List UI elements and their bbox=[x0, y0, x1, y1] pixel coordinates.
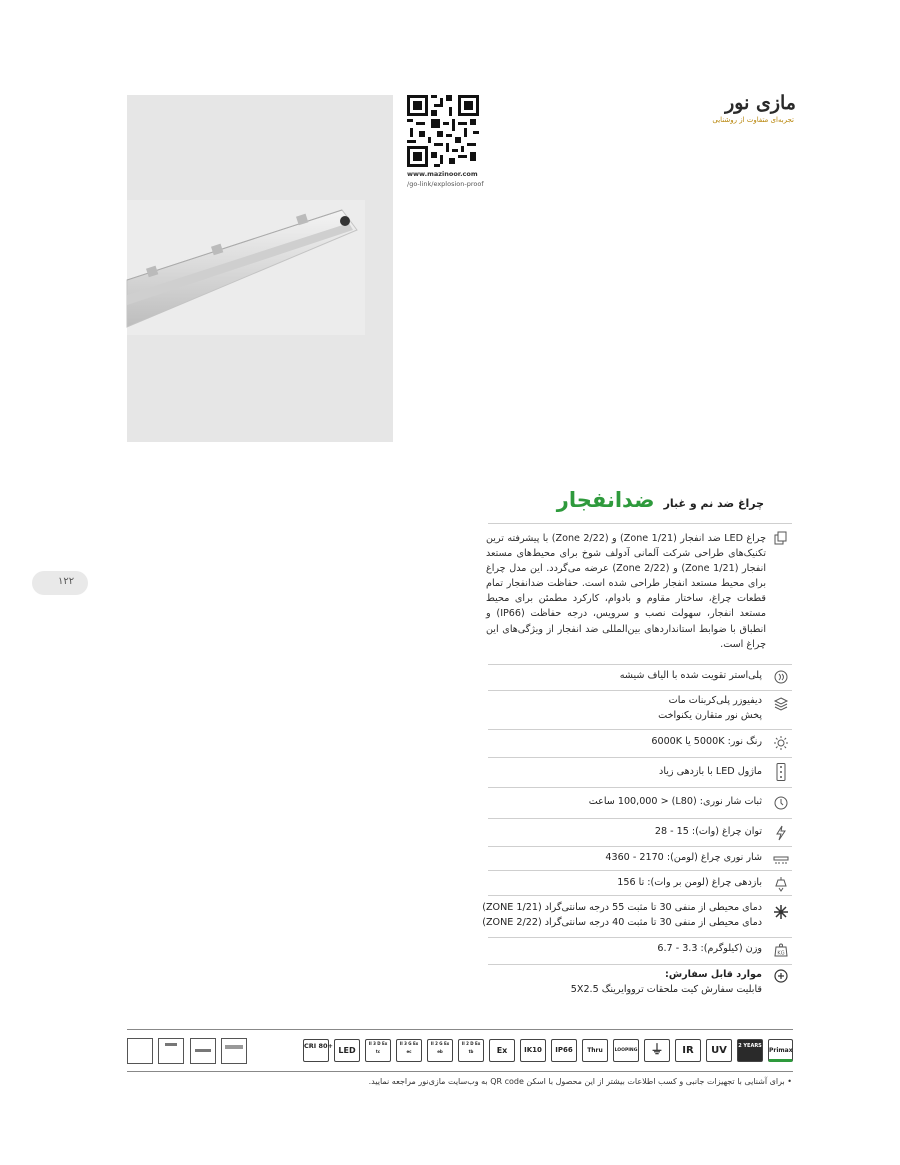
divider bbox=[488, 664, 792, 665]
ip66-badge: IP66 bbox=[551, 1039, 577, 1062]
atex-badge-2: II 2 G Ex eb bbox=[427, 1039, 453, 1062]
divider bbox=[488, 846, 792, 847]
feature-row bbox=[470, 825, 792, 845]
divider bbox=[488, 729, 792, 730]
mount-icon-3 bbox=[190, 1038, 216, 1064]
plus-circle-icon bbox=[774, 969, 788, 983]
led-badge: LED bbox=[334, 1039, 360, 1062]
svg-text:KG: KG bbox=[777, 950, 785, 957]
feature-text: موارد قابل سفارش: bbox=[665, 969, 762, 980]
mount-icon-4 bbox=[221, 1038, 247, 1064]
uv-badge: UV bbox=[706, 1039, 732, 1062]
efficacy-icon bbox=[774, 877, 788, 891]
divider bbox=[488, 757, 792, 758]
title-subtitle: چراغ ضد نم و غبار bbox=[663, 497, 764, 510]
feature-row bbox=[470, 942, 792, 962]
diffuser-layers-icon bbox=[774, 697, 788, 711]
feature-text: دمای محیطی از منفی 30 تا مثبت 40 درجه سانتی‌گراد (ZONE 2/22) bbox=[482, 917, 762, 928]
feature-text: دیفیوزر پلی‌کربنات مات bbox=[668, 695, 762, 706]
led-module-icon bbox=[774, 763, 788, 781]
thru-wiring-badge: Thru bbox=[582, 1039, 608, 1062]
divider bbox=[488, 895, 792, 896]
feature-text: پخش نور متقارن یکنواخت bbox=[658, 710, 762, 721]
feature-text: بازدهی چراغ (لومن بر وات): تا 156 bbox=[617, 877, 762, 888]
earth-ground-badge: ⏚ bbox=[644, 1039, 670, 1062]
brand-logo bbox=[712, 92, 796, 132]
feature-row bbox=[470, 764, 792, 786]
primax-badge: Primax bbox=[768, 1039, 793, 1062]
footnote: • برای آشنایی با تجهیزات جانبی و کسب اطلاعات بیشتر از این محصول با اسکن QR code به وب‌سایت مازی‌نور مراجعه نمایید. bbox=[368, 1077, 792, 1086]
product-luminaire-image bbox=[127, 95, 393, 442]
page-number-tab bbox=[32, 571, 88, 595]
mount-icon-1 bbox=[127, 1038, 153, 1064]
feature-text: قابلیت سفارش کیت ملحقات تروو‌ایرینگ 5X2.5 bbox=[570, 984, 762, 995]
snowflake-icon bbox=[774, 905, 788, 919]
divider bbox=[488, 870, 792, 871]
feature-row bbox=[470, 876, 792, 896]
atex-badge-3: II 3 G Ex ec bbox=[396, 1039, 422, 1062]
product-description: چراغ LED ضد انفجار (Zone 1/21) و (Zone 2/22) با پیشرفته ترین تکنیک‌های طراحی شرکت آلمانی آدولف شوخ برای محیط‌های مستعد انفجار (Zone 1/21) و (Zone 2/22) عرضه می‌گردد. این مدل چراغ برای محیط مستعد انفجار طراحی شده است. حفاظت ضدانفجار تمام قطعات چراغ، ساختار مقاوم و بادوام، کارکرد مطمئن برای محیط مستعد انفجار، سهولت نصب و سرویس، درجه حفاظت (IP66) و انطباق با ضوابط استانداردهای بین‌المللی ضد انفجار از ویژگی‌های این چراغ است. bbox=[486, 533, 767, 650]
ir-badge: IR bbox=[675, 1039, 701, 1062]
divider bbox=[488, 523, 792, 524]
feature-row bbox=[470, 694, 792, 728]
feature-text: رنگ نور: 5000K یا 6000K bbox=[651, 736, 762, 747]
brand-logo-text: مازی نور bbox=[725, 92, 796, 114]
feature-text: ماژول LED با بازدهی زیاد bbox=[659, 766, 762, 777]
luminous-flux-icon bbox=[774, 852, 788, 866]
feature-row bbox=[470, 968, 792, 1002]
product-photo bbox=[127, 95, 393, 442]
lifetime-clock-icon bbox=[774, 796, 788, 810]
sun-icon bbox=[774, 736, 788, 750]
page-number: ۱۲۲ bbox=[58, 576, 75, 587]
feature-text: شار نوری چراغ (لومن): 2170 - 4360 bbox=[605, 852, 762, 863]
divider bbox=[488, 690, 792, 691]
atex-badge-4: II 3 D Ex tc bbox=[365, 1039, 391, 1062]
divider bbox=[127, 1029, 793, 1030]
lightning-icon bbox=[774, 826, 788, 840]
ik10-badge: IK10 bbox=[520, 1039, 546, 1062]
cri-badge: CRI 80+ bbox=[303, 1039, 329, 1062]
feature-row bbox=[470, 851, 792, 871]
feature-row bbox=[470, 735, 792, 755]
qr-code[interactable] bbox=[407, 95, 479, 167]
ex-badge: Ex bbox=[489, 1039, 515, 1062]
feature-text: توان چراغ (وات): 15 - 28 bbox=[654, 826, 762, 837]
copy-doc-icon bbox=[774, 531, 788, 545]
certification-badges bbox=[127, 1036, 793, 1066]
feature-text: پلی‌استر تقویت شده با الیاف شیشه bbox=[619, 670, 762, 681]
divider bbox=[488, 818, 792, 819]
title-main: ضدانفجار bbox=[556, 488, 655, 512]
divider bbox=[488, 937, 792, 938]
warranty-badge: 2 YEARS bbox=[737, 1039, 763, 1062]
atex-badge-1: II 2 D Ex tb bbox=[458, 1039, 484, 1062]
feature-row bbox=[470, 669, 792, 689]
feature-row bbox=[470, 901, 792, 935]
mount-icon-2 bbox=[158, 1038, 184, 1064]
divider bbox=[488, 787, 792, 788]
fiberglass-icon bbox=[774, 670, 788, 684]
divider bbox=[488, 964, 792, 965]
feature-row bbox=[470, 795, 792, 815]
feature-text: وزن (کیلوگرم): 3.3 - 6.7 bbox=[657, 943, 762, 954]
brand-tagline: تجربه‌ای متفاوت از روشنایی bbox=[712, 116, 794, 124]
website-url[interactable]: www.mazinoor.com bbox=[407, 170, 478, 178]
feature-text: ثبات شار نوری: (L80) < 100,000 ساعت bbox=[588, 796, 762, 807]
website-path: /go-link/explosion-proof bbox=[407, 180, 484, 188]
weight-kg-icon bbox=[774, 943, 788, 957]
looping-badge: LOOPING bbox=[613, 1039, 639, 1062]
feature-text: دمای محیطی از منفی 30 تا مثبت 55 درجه سانتی‌گراد (ZONE 1/21) bbox=[482, 902, 762, 913]
divider bbox=[127, 1071, 793, 1072]
product-title bbox=[557, 488, 764, 512]
